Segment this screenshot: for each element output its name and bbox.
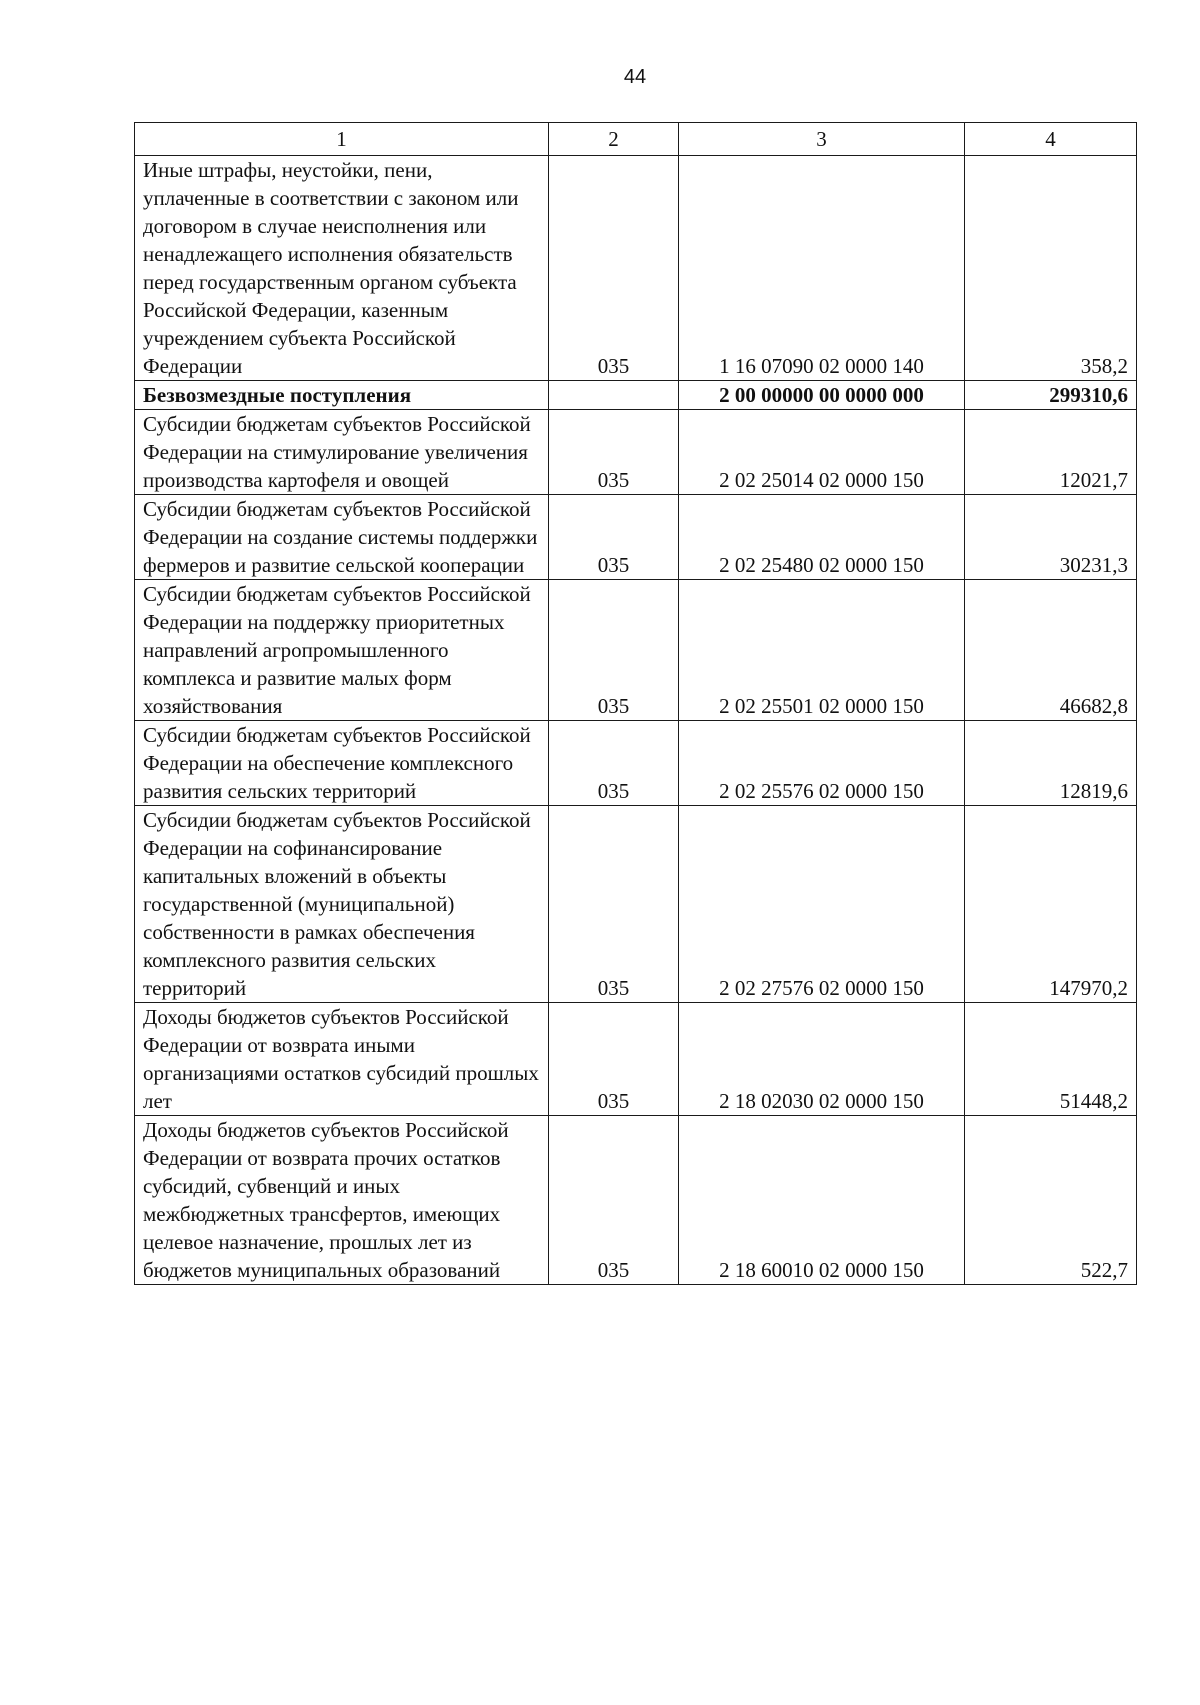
row-name: Доходы бюджетов субъектов Российской Федерации от возврата иными организациями остатков субсидий прошлых лет	[135, 1003, 549, 1116]
row-budget-code: 2 02 25501 02 0000 150	[679, 580, 965, 721]
row-amount: 51448,2	[965, 1003, 1137, 1116]
column-header-1: 1	[135, 123, 549, 156]
table-row	[135, 1003, 1137, 1116]
row-budget-code: 2 18 02030 02 0000 150	[679, 1003, 965, 1116]
row-budget-code: 2 02 27576 02 0000 150	[679, 806, 965, 1003]
row-amount: 12021,7	[965, 410, 1137, 495]
row-budget-code: 2 02 25480 02 0000 150	[679, 495, 965, 580]
row-budget-code: 1 16 07090 02 0000 140	[679, 156, 965, 381]
column-header-3: 3	[679, 123, 965, 156]
row-amount: 147970,2	[965, 806, 1137, 1003]
row-admin-code: 035	[549, 806, 679, 1003]
table-row	[135, 1116, 1137, 1285]
table-row-total	[135, 381, 1137, 410]
budget-table	[134, 122, 1137, 1285]
row-budget-code: 2 02 25014 02 0000 150	[679, 410, 965, 495]
row-admin-code: 035	[549, 1003, 679, 1116]
table-row	[135, 806, 1137, 1003]
table-header-row	[135, 123, 1137, 156]
page-number: 44	[623, 66, 647, 88]
row-budget-code: 2 02 25576 02 0000 150	[679, 721, 965, 806]
column-header-4: 4	[965, 123, 1137, 156]
column-header-2: 2	[549, 123, 679, 156]
row-amount: 30231,3	[965, 495, 1137, 580]
row-amount: 12819,6	[965, 721, 1137, 806]
row-amount: 46682,8	[965, 580, 1137, 721]
table-row	[135, 410, 1137, 495]
row-admin-code: 035	[549, 495, 679, 580]
row-name: Субсидии бюджетам субъектов Российской Федерации на софинансирование капитальных вложений в объекты государственной (муниципальной) собственности в рамках обеспечения комплексного развития сельских территорий	[135, 806, 549, 1003]
row-amount: 522,7	[965, 1116, 1137, 1285]
table-row	[135, 495, 1137, 580]
row-name: Иные штрафы, неустойки, пени, уплаченные в соответствии с законом или договором в случае неисполнения или ненадлежащего исполнения обязательств перед государственным органом субъекта Российской Федерации, казенным учреждением субъекта Российской Федерации	[135, 156, 549, 381]
table-row	[135, 156, 1137, 381]
row-admin-code: 035	[549, 1116, 679, 1285]
row-admin-code: 035	[549, 580, 679, 721]
row-name: Безвозмездные поступления	[135, 381, 549, 410]
row-budget-code: 2 00 00000 00 0000 000	[679, 381, 965, 410]
row-admin-code: 035	[549, 156, 679, 381]
row-name: Субсидии бюджетам субъектов Российской Федерации на стимулирование увеличения производства картофеля и овощей	[135, 410, 549, 495]
row-amount: 299310,6	[965, 381, 1137, 410]
row-amount: 358,2	[965, 156, 1137, 381]
row-name: Доходы бюджетов субъектов Российской Федерации от возврата прочих остатков субсидий, субвенций и иных межбюджетных трансфертов, имеющих целевое назначение, прошлых лет из бюджетов муниципальных образований	[135, 1116, 549, 1285]
row-budget-code: 2 18 60010 02 0000 150	[679, 1116, 965, 1285]
row-name: Субсидии бюджетам субъектов Российской Федерации на поддержку приоритетных направлений агропромышленного комплекса и развитие малых форм хозяйствования	[135, 580, 549, 721]
row-admin-code	[549, 381, 679, 410]
row-admin-code: 035	[549, 721, 679, 806]
row-name: Субсидии бюджетам субъектов Российской Федерации на создание системы поддержки фермеров и развитие сельской кооперации	[135, 495, 549, 580]
table-row	[135, 721, 1137, 806]
row-name: Субсидии бюджетам субъектов Российской Федерации на обеспечение комплексного развития сельских территорий	[135, 721, 549, 806]
table-row	[135, 580, 1137, 721]
row-admin-code: 035	[549, 410, 679, 495]
